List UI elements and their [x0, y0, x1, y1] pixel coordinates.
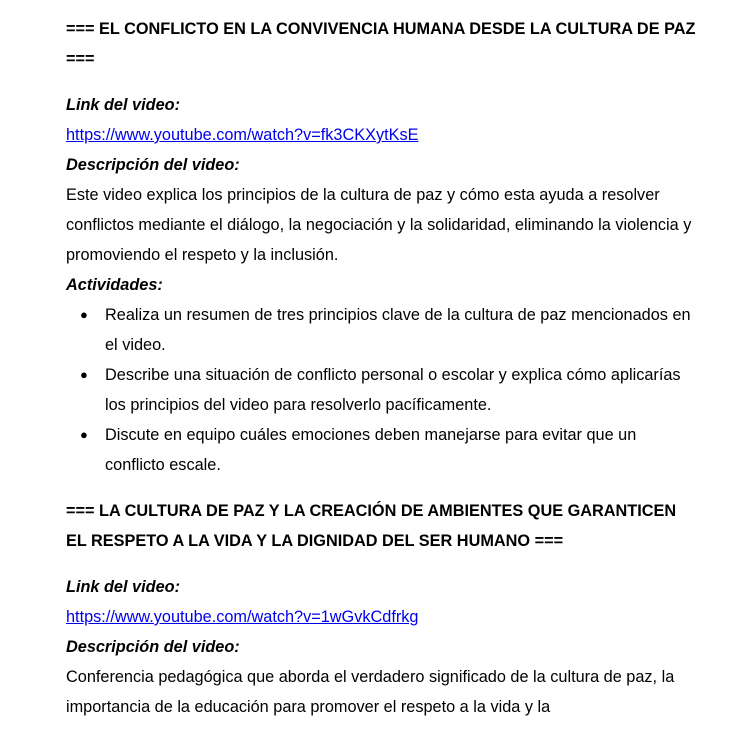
- video-description: Este video explica los principios de la cultura de paz y cómo esta ayuda a resolver conflictos mediante el diálogo, la negociación y la solidaridad, eliminando la violencia y promoviendo el respeto y la inclusión.: [66, 186, 692, 264]
- activity-text: Realiza un resumen de tres principios clave de la cultura de paz mencionados en el video.: [105, 306, 691, 354]
- video-description: Conferencia pedagógica que aborda el verdadero significado de la cultura de paz, la importancia de la educación para promover el respeto a la vida y la: [66, 668, 675, 716]
- list-item: [66, 420, 696, 480]
- document-content: [66, 14, 696, 722]
- bullet-icon: ●: [80, 427, 88, 442]
- activity-text: Discute en equipo cuáles emociones deben manejarse para evitar que un conflicto escale.: [105, 426, 637, 474]
- video-link[interactable]: https://www.youtube.com/watch?v=1wGvkCdfrkg: [66, 608, 419, 626]
- link-label: Link del video:: [66, 578, 180, 596]
- description-label: Descripción del video:: [66, 156, 240, 174]
- activities-label: Actividades:: [66, 276, 163, 294]
- bullet-icon: ●: [80, 307, 88, 322]
- section-heading: === LA CULTURA DE PAZ Y LA CREACIÓN DE AMBIENTES QUE GARANTICEN EL RESPETO A LA VIDA Y LA DIGNIDAD DEL SER HUMANO ===: [66, 502, 677, 550]
- section-cultura-de-paz: [66, 496, 696, 722]
- activity-text: Describe una situación de conflicto personal o escolar y explica cómo aplicarías los principios del video para resolverlo pacíficamente.: [105, 366, 681, 414]
- section-conflicto: [66, 14, 696, 480]
- description-label: Descripción del video:: [66, 638, 240, 656]
- link-label: Link del video:: [66, 96, 180, 114]
- list-item: [66, 360, 696, 420]
- activities-list: [66, 300, 696, 480]
- list-item: [66, 300, 696, 360]
- bullet-icon: ●: [80, 367, 88, 382]
- section-heading: === EL CONFLICTO EN LA CONVIVENCIA HUMANA DESDE LA CULTURA DE PAZ ===: [66, 20, 696, 68]
- video-link[interactable]: https://www.youtube.com/watch?v=fk3CKXytKsE: [66, 126, 419, 144]
